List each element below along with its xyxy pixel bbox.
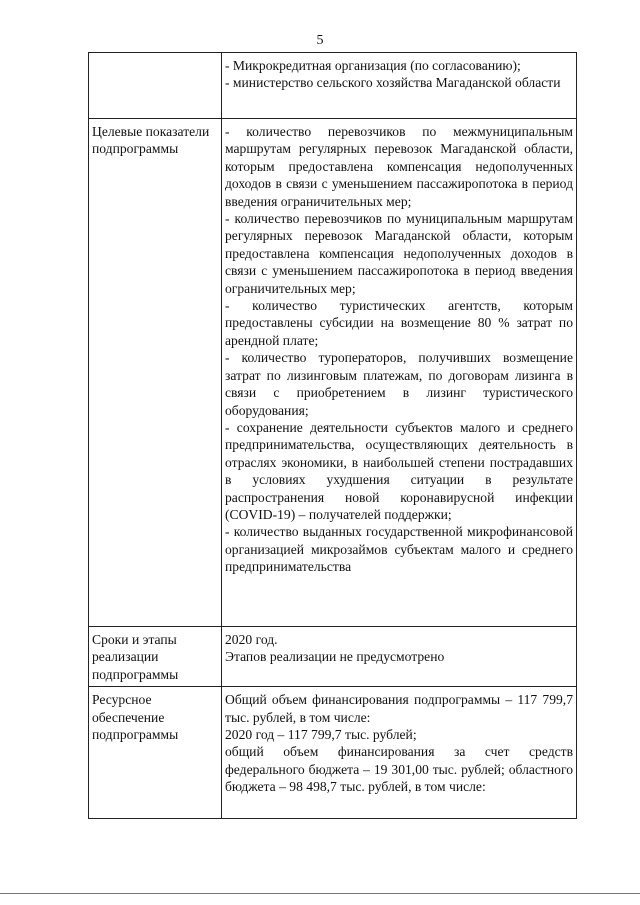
table-row [89,119,577,627]
funding-breakdown: общий объем финансирования за счет средств федерального бюджета – 19 301,00 тыс. рублей; областного бюджета – 98 498,7 тыс. рублей, в том числе: [225,744,573,795]
timeline-stages: Этапов реализации не предусмотрено [225,649,445,665]
row-label-empty [89,53,222,119]
program-passport-table [88,52,577,819]
participant-agriculture-ministry: - министерство сельского хозяйства Магаданской области [225,75,561,91]
funding-2020: 2020 год – 117 799,7 тыс. рублей; [225,727,417,743]
table-row [89,687,577,819]
indicator-municipal-carriers: - количество перевозчиков по муниципальным маршрутам регулярных перевозок Магаданской области, которым предоставлена компенсация недополученных доходов в связи с уменьшением пассажиропотока в период введения ограничительных мер; [225,211,573,296]
indicator-tour-operators: - количество туроператоров, получивших возмещение затрат по лизинговым платежам, по договорам лизинга в связи с приобретением в лизинг туристического оборудования; [225,350,573,418]
table-row [89,627,577,687]
table-row [89,53,577,119]
timeline-cell [222,627,577,687]
row-label-funding: Ресурсное обеспечение подпрограммы [89,687,222,819]
indicator-microloans: - количество выданных государственной микрофинансовой организацией микрозаймов субъектам малого и среднего предпринимательства [225,524,573,575]
page-bottom-rule [0,893,640,894]
funding-total: Общий объем финансирования подпрограммы – 117 799,7 тыс. рублей, в том числе: [225,692,573,725]
row-label-indicators: Целевые показатели подпрограммы [89,119,222,627]
page-number: 5 [316,33,324,48]
participant-microcredit: - Микрокредитная организация (по согласованию); [225,58,521,73]
row-label-timeline: Сроки и этапы реализации подпрограммы [89,627,222,687]
timeline-year: 2020 год. [225,632,278,647]
participants-cell [222,53,577,119]
indicators-cell [222,119,577,627]
indicator-travel-agencies: - количество туристических агентств, которым предоставлены субсидии на возмещение 80 % затрат по арендной плате; [225,298,573,348]
indicator-intermunicipal-carriers: - количество перевозчиков по межмуниципальным маршрутам регулярных перевозок Магаданской области, которым предоставлена компенсация недополученных доходов в связи с уменьшением пассажиропотока в период введения ограничительных мер; [225,124,573,209]
funding-cell [222,687,577,819]
indicator-sme-preservation: - сохранение деятельности субъектов малого и среднего предпринимательства, осуществляющих деятельность в отраслях экономики, в наибольшей степени пострадавших в условиях ухудшения ситуации в результате распространения новой коронавирусной инфекции (COVID-19) – получателей поддержки; [225,419,573,522]
